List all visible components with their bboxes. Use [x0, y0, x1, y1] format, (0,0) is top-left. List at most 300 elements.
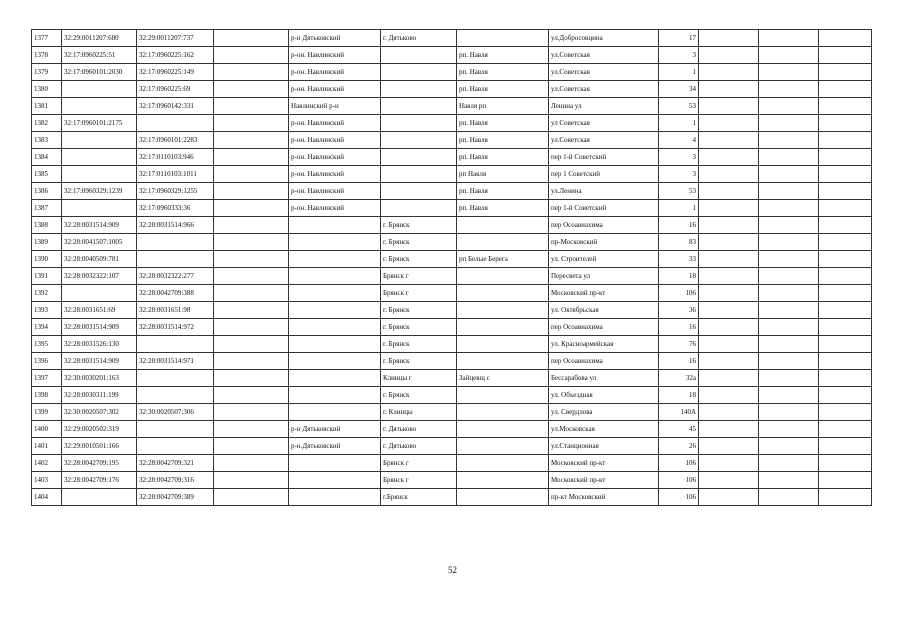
- cell-column-12: [819, 489, 872, 506]
- cell-cadastral-number-land: 32:28:0042709:195: [62, 455, 137, 472]
- table-row: [32, 455, 872, 472]
- cell-city: г.Брянск: [381, 489, 457, 506]
- cell-cadastral-number-building: 32:17:0110103:1011: [137, 166, 214, 183]
- cell-column-12: [819, 438, 872, 455]
- cell-street: пер 1-й Советский: [549, 149, 659, 166]
- cell-column-11: [759, 387, 819, 404]
- cell-cadastral-number-building: 32:28:0042709:321: [137, 455, 214, 472]
- registry-table: [31, 29, 872, 506]
- table-row: [32, 404, 872, 421]
- cell-street: Московский пр-кт: [549, 285, 659, 302]
- cell-street: Пересвета ул: [549, 268, 659, 285]
- cell-house-number: 45: [659, 421, 699, 438]
- cell-column-12: [819, 30, 872, 47]
- cell-street: ул.Советская: [549, 132, 659, 149]
- cell-row-number: 1383: [32, 132, 62, 149]
- table-row: [32, 387, 872, 404]
- cell-city: Брянск г: [381, 455, 457, 472]
- table-row: [32, 115, 872, 132]
- cell-column-4: [214, 81, 289, 98]
- cell-column-4: [214, 353, 289, 370]
- cell-street: пер Осоавиахима: [549, 353, 659, 370]
- cell-cadastral-number-land: 32:28:0040509:781: [62, 251, 137, 268]
- cell-district: р-он. Навлинский: [289, 115, 381, 132]
- cell-district: [289, 387, 381, 404]
- cell-column-11: [759, 47, 819, 64]
- cell-settlement: рп Навля: [457, 166, 549, 183]
- cell-cadastral-number-land: [62, 285, 137, 302]
- cell-column-4: [214, 302, 289, 319]
- cell-cadastral-number-building: 32:29:0011207:737: [137, 30, 214, 47]
- cell-district: [289, 472, 381, 489]
- cell-cadastral-number-building: [137, 421, 214, 438]
- cell-column-10: [699, 98, 759, 115]
- cell-column-11: [759, 370, 819, 387]
- cell-city: Клинцы г: [381, 370, 457, 387]
- cell-column-11: [759, 455, 819, 472]
- cell-settlement: [457, 489, 549, 506]
- cell-column-12: [819, 64, 872, 81]
- cell-cadastral-number-land: 32:30:0030201:163: [62, 370, 137, 387]
- cell-house-number: 3: [659, 166, 699, 183]
- cell-row-number: 1399: [32, 404, 62, 421]
- cell-column-12: [819, 336, 872, 353]
- cell-cadastral-number-building: 32:17:0960333:36: [137, 200, 214, 217]
- cell-column-10: [699, 336, 759, 353]
- cell-street: Бессарабова ул: [549, 370, 659, 387]
- cell-column-11: [759, 268, 819, 285]
- cell-row-number: 1390: [32, 251, 62, 268]
- cell-cadastral-number-land: [62, 98, 137, 115]
- cell-house-number: 53: [659, 98, 699, 115]
- cell-column-4: [214, 64, 289, 81]
- cell-row-number: 1398: [32, 387, 62, 404]
- cell-column-11: [759, 200, 819, 217]
- cell-cadastral-number-building: 32:17:0960142:331: [137, 98, 214, 115]
- cell-column-10: [699, 81, 759, 98]
- cell-settlement: [457, 353, 549, 370]
- cell-cadastral-number-land: 32:28:0042709:176: [62, 472, 137, 489]
- cell-street: пр-Московский: [549, 234, 659, 251]
- cell-cadastral-number-building: [137, 115, 214, 132]
- cell-cadastral-number-building: 32:17:0960225:162: [137, 47, 214, 64]
- cell-column-10: [699, 353, 759, 370]
- cell-column-12: [819, 251, 872, 268]
- cell-settlement: [457, 217, 549, 234]
- table-row: [32, 200, 872, 217]
- table-row: [32, 64, 872, 81]
- cell-column-11: [759, 319, 819, 336]
- cell-cadastral-number-land: [62, 149, 137, 166]
- cell-settlement: рп. Навля: [457, 64, 549, 81]
- cell-column-12: [819, 285, 872, 302]
- cell-column-4: [214, 30, 289, 47]
- cell-district: [289, 302, 381, 319]
- cell-house-number: 83: [659, 234, 699, 251]
- registry-table-body: [32, 30, 872, 506]
- cell-city: Брянск г: [381, 285, 457, 302]
- cell-column-11: [759, 81, 819, 98]
- cell-street: ул.Советская: [549, 64, 659, 81]
- cell-city: г. Брянск: [381, 319, 457, 336]
- cell-district: [289, 353, 381, 370]
- cell-district: р-он. Навлинский: [289, 47, 381, 64]
- cell-district: р-он. Навлинский: [289, 64, 381, 81]
- cell-cadastral-number-land: 32:29:0010501:166: [62, 438, 137, 455]
- cell-cadastral-number-building: [137, 438, 214, 455]
- cell-column-11: [759, 489, 819, 506]
- cell-settlement: рп. Навля: [457, 183, 549, 200]
- cell-settlement: рп. Навля: [457, 47, 549, 64]
- cell-column-12: [819, 353, 872, 370]
- cell-column-11: [759, 472, 819, 489]
- cell-house-number: 106: [659, 455, 699, 472]
- cell-city: [381, 183, 457, 200]
- cell-column-12: [819, 183, 872, 200]
- cell-house-number: 1: [659, 64, 699, 81]
- cell-settlement: [457, 455, 549, 472]
- cell-cadastral-number-building: 32:28:0042709:388: [137, 285, 214, 302]
- cell-city: [381, 166, 457, 183]
- cell-street: ул.Советская: [549, 81, 659, 98]
- cell-cadastral-number-building: 32:28:0032322:277: [137, 268, 214, 285]
- cell-cadastral-number-land: 32:29:0020502:319: [62, 421, 137, 438]
- cell-house-number: 16: [659, 217, 699, 234]
- cell-district: [289, 455, 381, 472]
- cell-settlement: [457, 404, 549, 421]
- cell-column-4: [214, 183, 289, 200]
- cell-settlement: [457, 302, 549, 319]
- cell-column-4: [214, 132, 289, 149]
- cell-row-number: 1401: [32, 438, 62, 455]
- cell-column-10: [699, 64, 759, 81]
- cell-cadastral-number-land: 32:28:0031514:909: [62, 319, 137, 336]
- cell-row-number: 1380: [32, 81, 62, 98]
- cell-house-number: 17: [659, 30, 699, 47]
- table-row: [32, 302, 872, 319]
- cell-street: ул.Советская: [549, 47, 659, 64]
- cell-column-10: [699, 455, 759, 472]
- cell-settlement: рп. Навля: [457, 132, 549, 149]
- cell-column-4: [214, 421, 289, 438]
- cell-cadastral-number-land: [62, 166, 137, 183]
- cell-cadastral-number-building: [137, 387, 214, 404]
- cell-row-number: 1387: [32, 200, 62, 217]
- cell-cadastral-number-building: 32:28:0042709:389: [137, 489, 214, 506]
- cell-column-11: [759, 302, 819, 319]
- cell-cadastral-number-land: 32:29:0011207:680: [62, 30, 137, 47]
- cell-city: г. Брянск: [381, 217, 457, 234]
- cell-column-11: [759, 149, 819, 166]
- table-row: [32, 489, 872, 506]
- cell-column-12: [819, 268, 872, 285]
- cell-column-12: [819, 200, 872, 217]
- cell-row-number: 1386: [32, 183, 62, 200]
- cell-row-number: 1382: [32, 115, 62, 132]
- cell-column-11: [759, 404, 819, 421]
- cell-column-10: [699, 472, 759, 489]
- table-row: [32, 98, 872, 115]
- cell-cadastral-number-building: 32:17:0960225:69: [137, 81, 214, 98]
- cell-city: [381, 132, 457, 149]
- cell-cadastral-number-building: 32:17:0960329:1255: [137, 183, 214, 200]
- cell-house-number: 140А: [659, 404, 699, 421]
- cell-column-12: [819, 302, 872, 319]
- cell-cadastral-number-land: 32:28:0032322:107: [62, 268, 137, 285]
- cell-district: р-он. Навлинский: [289, 81, 381, 98]
- cell-cadastral-number-land: 32:28:0031651:69: [62, 302, 137, 319]
- table-row: [32, 472, 872, 489]
- table-row: [32, 183, 872, 200]
- cell-house-number: 34: [659, 81, 699, 98]
- cell-column-10: [699, 302, 759, 319]
- cell-street: Московский пр-кт: [549, 455, 659, 472]
- cell-city: г. Брянск: [381, 251, 457, 268]
- cell-cadastral-number-land: 32:28:0031526:130: [62, 336, 137, 353]
- cell-city: г. Брянск: [381, 302, 457, 319]
- cell-street: ул. Октябрьская: [549, 302, 659, 319]
- cell-house-number: 16: [659, 353, 699, 370]
- cell-column-11: [759, 285, 819, 302]
- cell-column-10: [699, 251, 759, 268]
- cell-district: [289, 319, 381, 336]
- table-row: [32, 30, 872, 47]
- cell-row-number: 1384: [32, 149, 62, 166]
- cell-row-number: 1404: [32, 489, 62, 506]
- cell-cadastral-number-land: 32:28:0031514:909: [62, 353, 137, 370]
- cell-house-number: 36: [659, 302, 699, 319]
- cell-column-4: [214, 217, 289, 234]
- cell-cadastral-number-land: [62, 489, 137, 506]
- cell-column-11: [759, 217, 819, 234]
- cell-column-11: [759, 30, 819, 47]
- cell-district: [289, 370, 381, 387]
- cell-column-12: [819, 370, 872, 387]
- cell-district: р-он. Навлинский: [289, 183, 381, 200]
- cell-settlement: рп. Навля: [457, 81, 549, 98]
- cell-column-12: [819, 387, 872, 404]
- cell-settlement: Зайцевщ с: [457, 370, 549, 387]
- cell-house-number: 32а: [659, 370, 699, 387]
- cell-cadastral-number-land: 32:17:0960101:2175: [62, 115, 137, 132]
- cell-house-number: 76: [659, 336, 699, 353]
- cell-district: р-н.Дятьковский: [289, 438, 381, 455]
- cell-district: р-он. Навлинский: [289, 132, 381, 149]
- cell-column-4: [214, 200, 289, 217]
- cell-street: Московский пр-кт: [549, 472, 659, 489]
- cell-cadastral-number-building: 32:28:0031514:972: [137, 319, 214, 336]
- cell-city: [381, 98, 457, 115]
- cell-column-4: [214, 251, 289, 268]
- cell-column-11: [759, 234, 819, 251]
- cell-cadastral-number-building: [137, 234, 214, 251]
- cell-column-12: [819, 404, 872, 421]
- cell-house-number: 16: [659, 319, 699, 336]
- cell-district: р-он. Навлинский: [289, 149, 381, 166]
- cell-column-4: [214, 370, 289, 387]
- cell-cadastral-number-building: [137, 370, 214, 387]
- cell-settlement: [457, 421, 549, 438]
- cell-street: пер Осоавиахима: [549, 319, 659, 336]
- cell-city: Брянск г: [381, 472, 457, 489]
- table-row: [32, 251, 872, 268]
- cell-cadastral-number-building: 32:30:0020507:306: [137, 404, 214, 421]
- cell-column-10: [699, 268, 759, 285]
- cell-street: ул.Добросовцина: [549, 30, 659, 47]
- cell-settlement: [457, 268, 549, 285]
- cell-street: пер Осоавиахима: [549, 217, 659, 234]
- cell-column-10: [699, 319, 759, 336]
- cell-column-4: [214, 285, 289, 302]
- cell-city: г. Брянск: [381, 234, 457, 251]
- cell-row-number: 1403: [32, 472, 62, 489]
- cell-street: ул. Красноармейская: [549, 336, 659, 353]
- table-row: [32, 438, 872, 455]
- cell-column-12: [819, 472, 872, 489]
- table-row: [32, 421, 872, 438]
- cell-house-number: 1: [659, 115, 699, 132]
- cell-city: [381, 200, 457, 217]
- cell-row-number: 1389: [32, 234, 62, 251]
- cell-column-10: [699, 404, 759, 421]
- cell-column-10: [699, 166, 759, 183]
- table-row: [32, 336, 872, 353]
- cell-settlement: [457, 285, 549, 302]
- cell-cadastral-number-land: 32:17:0960101:2030: [62, 64, 137, 81]
- cell-house-number: 106: [659, 472, 699, 489]
- cell-district: [289, 268, 381, 285]
- cell-row-number: 1388: [32, 217, 62, 234]
- cell-row-number: 1396: [32, 353, 62, 370]
- cell-cadastral-number-land: [62, 132, 137, 149]
- cell-district: [289, 285, 381, 302]
- table-row: [32, 217, 872, 234]
- cell-row-number: 1393: [32, 302, 62, 319]
- cell-cadastral-number-building: 32:28:0042709:316: [137, 472, 214, 489]
- cell-column-4: [214, 472, 289, 489]
- cell-column-11: [759, 251, 819, 268]
- cell-city: [381, 115, 457, 132]
- cell-district: [289, 404, 381, 421]
- cell-row-number: 1402: [32, 455, 62, 472]
- cell-column-4: [214, 455, 289, 472]
- cell-column-4: [214, 404, 289, 421]
- cell-district: р-он. Навлинский: [289, 166, 381, 183]
- cell-column-12: [819, 319, 872, 336]
- cell-house-number: 53: [659, 183, 699, 200]
- cell-cadastral-number-land: 32:28:0031514:909: [62, 217, 137, 234]
- cell-city: [381, 81, 457, 98]
- cell-column-11: [759, 64, 819, 81]
- cell-cadastral-number-land: 32:28:0030311:199: [62, 387, 137, 404]
- cell-row-number: 1385: [32, 166, 62, 183]
- cell-row-number: 1391: [32, 268, 62, 285]
- cell-district: [289, 234, 381, 251]
- cell-city: [381, 47, 457, 64]
- cell-house-number: 1: [659, 200, 699, 217]
- cell-column-11: [759, 336, 819, 353]
- cell-settlement: рп Белые Берега: [457, 251, 549, 268]
- cell-house-number: 3: [659, 149, 699, 166]
- cell-settlement: рп. Навля: [457, 200, 549, 217]
- cell-settlement: рп. Навля: [457, 115, 549, 132]
- table-row: [32, 81, 872, 98]
- cell-column-11: [759, 438, 819, 455]
- cell-column-11: [759, 98, 819, 115]
- cell-column-10: [699, 438, 759, 455]
- table-row: [32, 353, 872, 370]
- cell-column-11: [759, 421, 819, 438]
- cell-column-10: [699, 115, 759, 132]
- table-row: [32, 47, 872, 64]
- cell-column-4: [214, 268, 289, 285]
- cell-cadastral-number-building: 32:17:0110103:946: [137, 149, 214, 166]
- cell-row-number: 1395: [32, 336, 62, 353]
- cell-column-4: [214, 438, 289, 455]
- cell-cadastral-number-building: 32:28:0031514:966: [137, 217, 214, 234]
- cell-column-4: [214, 336, 289, 353]
- cell-city: г. Дятьково: [381, 421, 457, 438]
- cell-city: г. Брянск: [381, 336, 457, 353]
- cell-house-number: 26: [659, 438, 699, 455]
- cell-column-10: [699, 285, 759, 302]
- cell-cadastral-number-land: 32:28:0041507:1005: [62, 234, 137, 251]
- cell-district: [289, 336, 381, 353]
- cell-column-12: [819, 47, 872, 64]
- cell-column-12: [819, 166, 872, 183]
- cell-cadastral-number-building: 32:17:0960101:2283: [137, 132, 214, 149]
- cell-city: г. Дятьково: [381, 30, 457, 47]
- table-row: [32, 149, 872, 166]
- table-row: [32, 268, 872, 285]
- cell-column-12: [819, 455, 872, 472]
- cell-city: г. Клинцы: [381, 404, 457, 421]
- cell-column-10: [699, 200, 759, 217]
- cell-row-number: 1379: [32, 64, 62, 81]
- cell-settlement: [457, 387, 549, 404]
- cell-settlement: Навля рп: [457, 98, 549, 115]
- cell-column-12: [819, 81, 872, 98]
- cell-city: г. Брянск: [381, 353, 457, 370]
- table-row: [32, 370, 872, 387]
- cell-cadastral-number-building: 32:17:0960225:149: [137, 64, 214, 81]
- cell-column-4: [214, 166, 289, 183]
- cell-street: Ленина ул: [549, 98, 659, 115]
- cell-street: ул.Ленина: [549, 183, 659, 200]
- cell-row-number: 1394: [32, 319, 62, 336]
- cell-column-4: [214, 149, 289, 166]
- cell-city: г. Брянск: [381, 387, 457, 404]
- cell-column-12: [819, 115, 872, 132]
- cell-cadastral-number-land: 32:17:0960225:51: [62, 47, 137, 64]
- cell-settlement: [457, 438, 549, 455]
- cell-district: р-он. Навлинский: [289, 200, 381, 217]
- cell-street: ул. Объездная: [549, 387, 659, 404]
- cell-column-10: [699, 234, 759, 251]
- cell-row-number: 1381: [32, 98, 62, 115]
- cell-city: [381, 149, 457, 166]
- cell-column-12: [819, 132, 872, 149]
- cell-cadastral-number-building: [137, 336, 214, 353]
- cell-settlement: [457, 336, 549, 353]
- cell-district: [289, 217, 381, 234]
- cell-house-number: 3: [659, 47, 699, 64]
- cell-street: ул. Строителей: [549, 251, 659, 268]
- cell-street: ул Советская: [549, 115, 659, 132]
- cell-house-number: 106: [659, 489, 699, 506]
- cell-column-10: [699, 132, 759, 149]
- cell-city: [381, 64, 457, 81]
